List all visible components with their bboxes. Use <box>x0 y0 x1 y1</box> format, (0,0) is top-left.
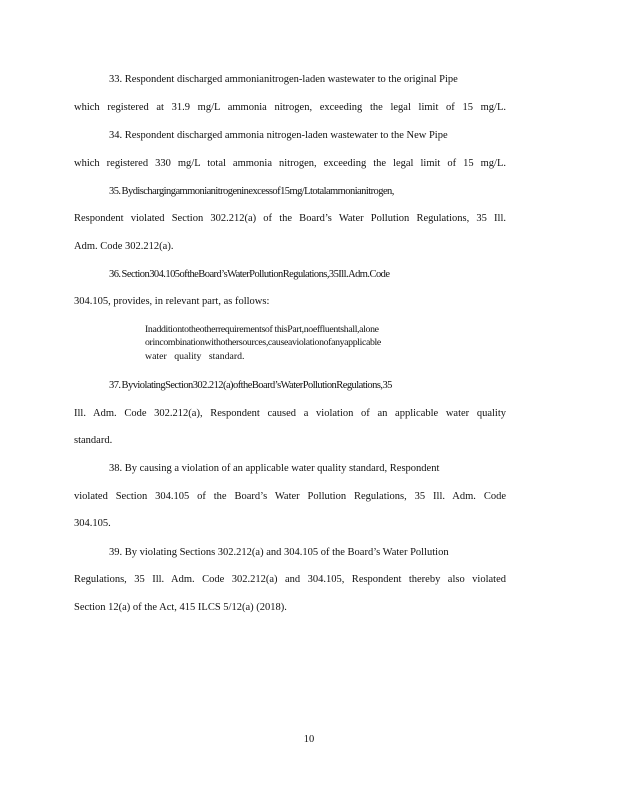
paragraph-35-line-1: 35. Bydischargingammonianitrogeninexcessof15mg/Ltotalammonianitrogen, <box>109 186 394 197</box>
paragraph-34-line-1: 34. Respondent discharged ammonia nitrogen-laden wastewater to the New Pipe <box>109 130 448 141</box>
paragraph-34-line-2: which registered 330 mg/L total ammonia nitrogen, exceeding the legal limit of 15 mg/L. <box>74 158 506 169</box>
paragraph-38-line-1: 38. By causing a violation of an applicable water quality standard, Respondent <box>109 463 440 474</box>
paragraph-39-line-3: Section 12(a) of the Act, 415 ILCS 5/12(a) (2018). <box>74 602 287 613</box>
block-quote-line-3: water quality standard. <box>145 351 245 362</box>
paragraph-37-line-1: 37. ByviolatingSection302.212(a)oftheBoard’sWaterPollutionRegulations,35 <box>109 380 392 391</box>
paragraph-38-line-2: violated Section 304.105 of the Board’s Water Pollution Regulations, 35 Ill. Adm. Code <box>74 491 506 502</box>
paragraph-33-line-2: which registered at 31.9 mg/L ammonia nitrogen, exceeding the legal limit of 15 mg/L. <box>74 102 506 113</box>
paragraph-39-line-1: 39. By violating Sections 302.212(a) and 304.105 of the Board’s Water Pollution <box>109 547 449 558</box>
page-number: 10 <box>303 734 315 745</box>
block-quote-line-1: Inadditiontotheotherrequirementsof thisPart,noeffluentshall,alone <box>145 324 379 335</box>
paragraph-37-line-3: standard. <box>74 435 113 446</box>
paragraph-38-line-3: 304.105. <box>74 518 111 529</box>
paragraph-37-line-2: Ill. Adm. Code 302.212(a), Respondent caused a violation of an applicable water quality <box>74 408 506 419</box>
paragraph-35-line-2: Respondent violated Section 302.212(a) of the Board’s Water Pollution Regulations, 35 Ill. <box>74 213 506 224</box>
paragraph-33-line-1: 33. Respondent discharged ammonianitrogen-laden wastewater to the original Pipe <box>109 74 458 85</box>
paragraph-39-line-2: Regulations, 35 Ill. Adm. Code 302.212(a) and 304.105, Respondent thereby also violated <box>74 574 506 585</box>
block-quote-line-2: orincombinationwithothersources,causeaviolationofanyapplicable <box>145 337 381 348</box>
paragraph-36-line-1: 36. Section304.105oftheBoard’sWaterPollutionRegulations,35Ill.Adm.Code <box>109 269 390 280</box>
paragraph-36-line-2: 304.105, provides, in relevant part, as follows: <box>74 296 270 307</box>
paragraph-35-line-3: Adm. Code 302.212(a). <box>74 241 174 252</box>
